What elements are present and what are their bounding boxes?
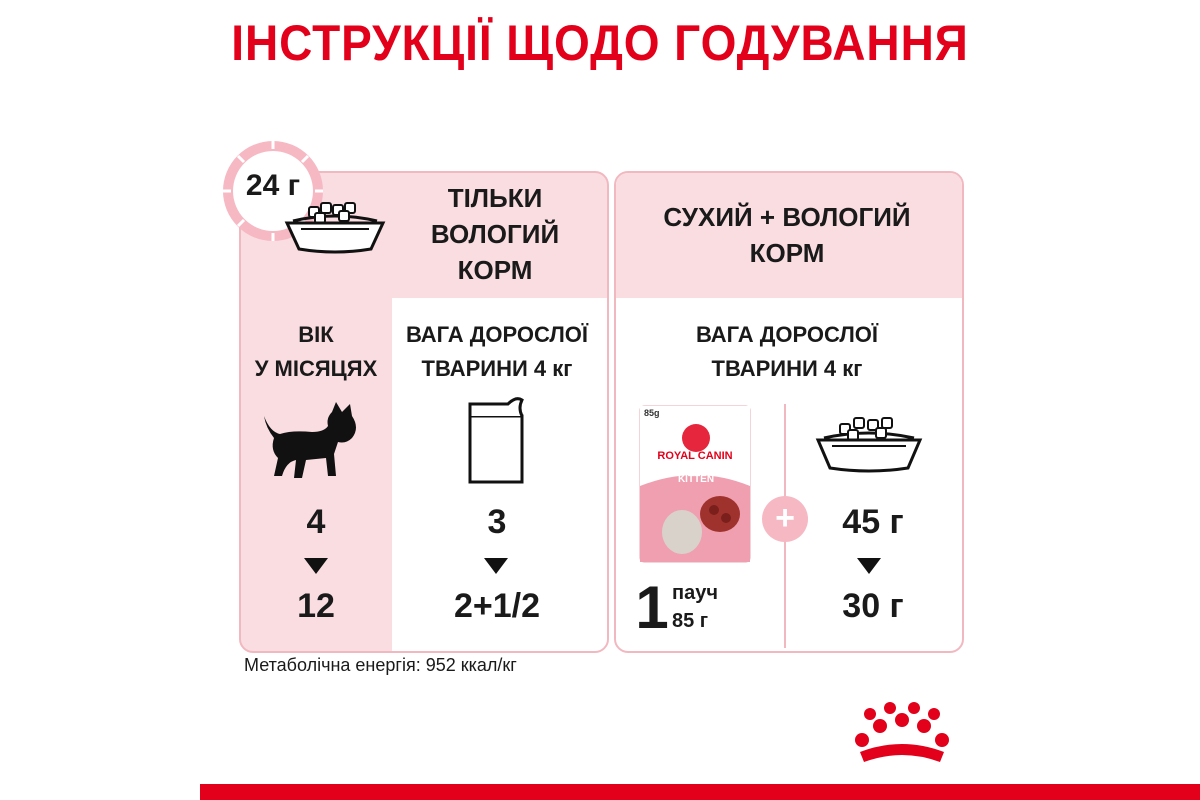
age-to-value: 12 [297, 587, 335, 625]
daily-amount-badge: 24 г [245, 169, 301, 202]
pouch-unit: пауч [672, 582, 718, 604]
pouch-product-text: KITTEN [677, 474, 715, 485]
adult-weight-label: ВАГА ДОРОСЛОЇ ТВАРИНИ 4 кг [405, 322, 588, 381]
pouch-from-value: 3 [487, 503, 507, 541]
pouch-weight-text: 85g [644, 408, 660, 418]
royal-canin-logo-text: ROYAL CANIN [657, 450, 733, 462]
pouch-weight: 85 г [672, 610, 709, 632]
page-title: ІНСТРУКЦІЇ ЩОДО ГОДУВАННЯ [231, 15, 969, 71]
age-label: ВІК У МІСЯЦЯХ [254, 322, 378, 381]
wet-only-heading: ТІЛЬКИ ВОЛОГИЙ КОРМ [430, 183, 560, 285]
mixed-heading: СУХИЙ + ВОЛОГИЙ КОРМ [663, 202, 911, 268]
food-bowl-icon [283, 197, 387, 255]
pouch-count: 1 [635, 574, 669, 641]
plus-icon: + [762, 496, 808, 542]
kitten-icon [262, 402, 368, 482]
pouch-icon [464, 394, 528, 486]
metabolic-energy-note: Метаболічна енергія: 952 ккал/кг [244, 655, 517, 675]
adult-weight-label: ВАГА ДОРОСЛОЇ ТВАРИНИ 4 кг [695, 322, 878, 381]
age-from-value: 4 [306, 503, 326, 541]
pouch-to-value: 2+1/2 [453, 587, 541, 625]
down-arrow-icon [304, 558, 328, 574]
down-arrow-icon [484, 558, 508, 574]
dry-to-value: 30 г [842, 587, 904, 625]
royal-canin-crown-logo [846, 700, 958, 772]
bottom-brand-bar [200, 784, 1200, 800]
product-pouch-image [636, 404, 772, 564]
down-arrow-icon [857, 558, 881, 574]
food-bowl-icon [814, 412, 924, 474]
dry-from-value: 45 г [842, 503, 904, 541]
